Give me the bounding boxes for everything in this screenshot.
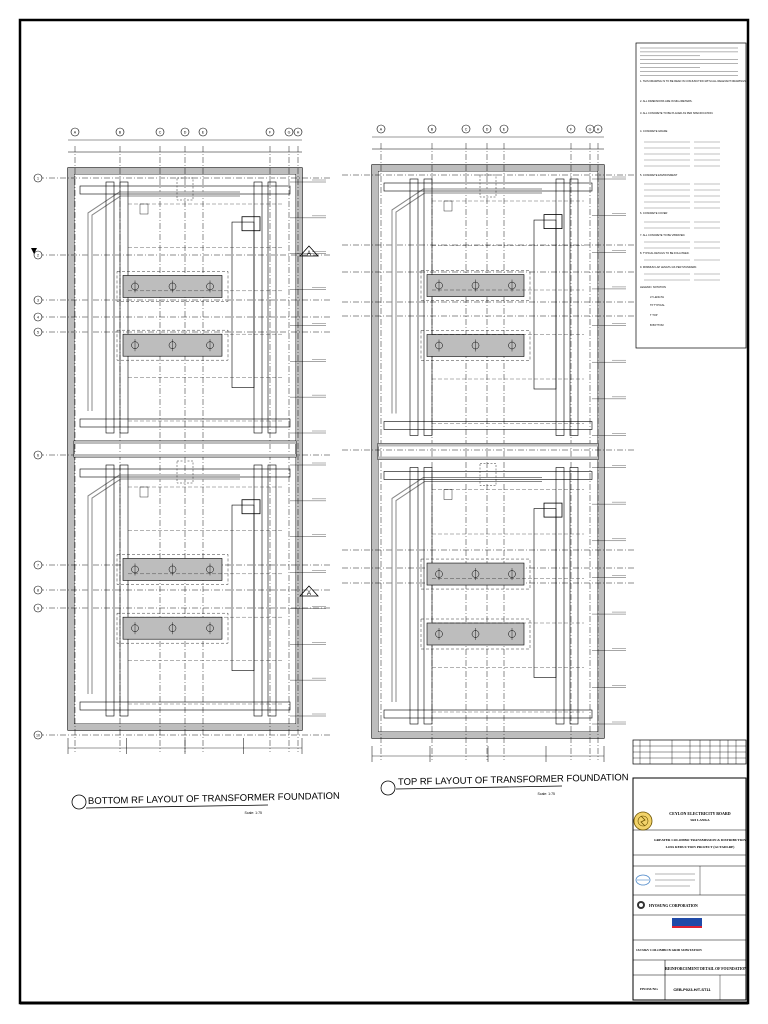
mid-beam-band — [378, 444, 598, 447]
beam — [106, 465, 114, 716]
svg-text:A: A — [306, 251, 312, 257]
note-7: 7. ALL CONCRETE TO BE VIBRATED. — [640, 234, 686, 237]
opening — [544, 215, 562, 229]
small-box — [140, 487, 148, 497]
edge-band — [372, 165, 378, 738]
grid-label: E — [502, 127, 506, 132]
note-3: 3. ALL CONCRETE TO BE PLACED AS PER SPECIFICATION. — [640, 112, 714, 115]
edge-band — [372, 732, 604, 738]
rail-beam — [90, 194, 240, 411]
edge-band — [372, 165, 604, 171]
rail-beam-core — [90, 477, 240, 694]
legend-heading: LEGEND / NOTATION — [640, 286, 666, 289]
section-marker-left-bottom — [300, 586, 318, 597]
ceb-logo-icon — [634, 812, 652, 830]
svg-text:A: A — [306, 591, 312, 597]
small-box — [140, 204, 148, 214]
legend-item-2: TP TYPICAL — [650, 304, 665, 307]
client-country: SRI LANKA — [690, 818, 710, 822]
rail-beam-core — [90, 194, 240, 411]
opening-dashed — [480, 464, 496, 486]
mid-beam-band — [74, 454, 296, 457]
drawing-title: REINFORCEMENT DETAIL OF FOUNDATION — [665, 967, 747, 971]
drawing-number: CEB-P023-H/T-ST11 — [673, 987, 711, 992]
legend-item-3: T TOP — [650, 314, 658, 317]
foundation-inner-outline — [378, 171, 598, 732]
beam — [254, 465, 262, 716]
beam — [106, 182, 114, 433]
notes-panel — [636, 43, 747, 348]
beam — [410, 179, 418, 436]
note-8: 8. TYPICAL DETAILS TO BE FOLLOWED. — [640, 252, 690, 255]
edge-band — [68, 168, 74, 730]
note-9: 9. MINIMUM LAP LENGTH AS PER STANDARD. — [640, 266, 697, 269]
grid-label: G — [287, 130, 291, 135]
grid-label: B — [430, 127, 434, 132]
beam — [556, 468, 564, 725]
step-block — [232, 222, 254, 388]
note-1: 1. THIS DRAWING IS TO BE READ IN CONJUNCTION WITH ALL RELEVANT DRAWINGS. — [640, 80, 747, 83]
beam — [556, 179, 564, 436]
small-box — [444, 490, 452, 500]
beam — [384, 422, 592, 430]
rail-beam — [90, 477, 240, 694]
edge-band — [598, 165, 604, 738]
subcontractor-logo-icon — [672, 918, 702, 928]
grid-label: 8 — [37, 588, 39, 593]
opening — [544, 503, 562, 517]
beam — [410, 468, 418, 725]
note-2: 2. ALL DIMENSIONS ARE IN MILLIMETERS. — [640, 100, 693, 103]
grid-label: 7 — [37, 563, 39, 568]
grid-label: 5 — [37, 330, 39, 335]
grid-label: A — [73, 130, 77, 135]
beam — [120, 465, 128, 716]
beam — [384, 710, 592, 718]
top-plan-scale: Scale: 1:75 — [537, 792, 555, 796]
grid-label: E — [201, 130, 205, 135]
contractor-name: HYOSUNG CORPORATION — [649, 904, 698, 908]
client-name: CEYLON ELECTRICITY BOARD — [669, 811, 731, 816]
grid-label: 9 — [37, 606, 39, 611]
substation-name: 132/33kV COLOMBO B GRID SUBSTATION — [636, 948, 702, 952]
legend-item-1: LT LENGTH — [650, 296, 665, 299]
grid-label: 2 — [37, 253, 39, 258]
mid-beam-band — [74, 441, 296, 444]
small-box — [444, 201, 452, 211]
mid-beam-band — [378, 457, 598, 460]
grid-label: 6 — [37, 453, 39, 458]
edge-band — [296, 168, 302, 730]
grid-label: H — [596, 127, 600, 132]
grid-label: F — [268, 130, 272, 135]
legend-item-4: B BOTTOM — [650, 324, 664, 327]
grid-label: 4 — [37, 315, 39, 320]
note-4: 4. CONCRETE GRADE — [640, 130, 668, 133]
beam — [424, 179, 432, 436]
grid-label: C — [158, 130, 162, 135]
section-marker-left-top — [300, 246, 318, 257]
opening — [242, 500, 260, 514]
bottom-plan-title-block — [72, 791, 340, 815]
top-plan-title-block — [381, 772, 629, 796]
note-5: 5. CONCRETE ENVIRONMENT — [640, 174, 678, 177]
bottom-rf-plan — [34, 128, 332, 754]
note-6: 6. CONCRETE COVER — [640, 212, 668, 215]
top-rf-plan — [342, 125, 634, 762]
grid-label: G — [588, 127, 592, 132]
beam — [268, 182, 276, 433]
hyosung-logo-icon — [637, 901, 645, 909]
revision-table — [633, 740, 746, 764]
beam — [254, 182, 262, 433]
title-block — [633, 778, 747, 1000]
bottom-plan-title: BOTTOM RF LAYOUT OF TRANSFORMER FOUNDATION — [87, 790, 340, 807]
top-plan-title: TOP RF LAYOUT OF TRANSFORMER FOUNDATION — [397, 772, 629, 788]
grid-label: B — [118, 130, 122, 135]
step-block — [232, 505, 254, 671]
project-line-1: GREATER COLOMBO TRANSMISSION & DISTRIBUTION — [653, 838, 747, 842]
grid-label: H — [296, 130, 300, 135]
bottom-plan-scale: Scale: 1:75 — [244, 811, 262, 815]
rail-beam-core — [394, 480, 542, 703]
opening — [242, 217, 260, 231]
rail-beam-core — [394, 191, 542, 414]
foundation-outline — [372, 165, 604, 738]
grid-label: 1 — [37, 176, 39, 181]
grid-label: C — [464, 127, 468, 132]
grid-label: F — [569, 127, 573, 132]
grid-label: D — [183, 130, 187, 135]
project-line-2: LOSS REDUCTION PROJECT (GCTADLRP) — [665, 845, 735, 849]
grid-label: A — [379, 127, 383, 132]
grid-label: 3 — [37, 298, 39, 303]
grid-label: 10 — [36, 733, 40, 738]
grid-label: D — [485, 127, 489, 132]
beam — [268, 465, 276, 716]
beam — [120, 182, 128, 433]
beam — [424, 468, 432, 725]
company-name: HYOSUNG — [640, 987, 658, 991]
opening-dashed — [480, 175, 496, 197]
rail-beam — [394, 191, 542, 414]
rail-beam — [394, 480, 542, 703]
